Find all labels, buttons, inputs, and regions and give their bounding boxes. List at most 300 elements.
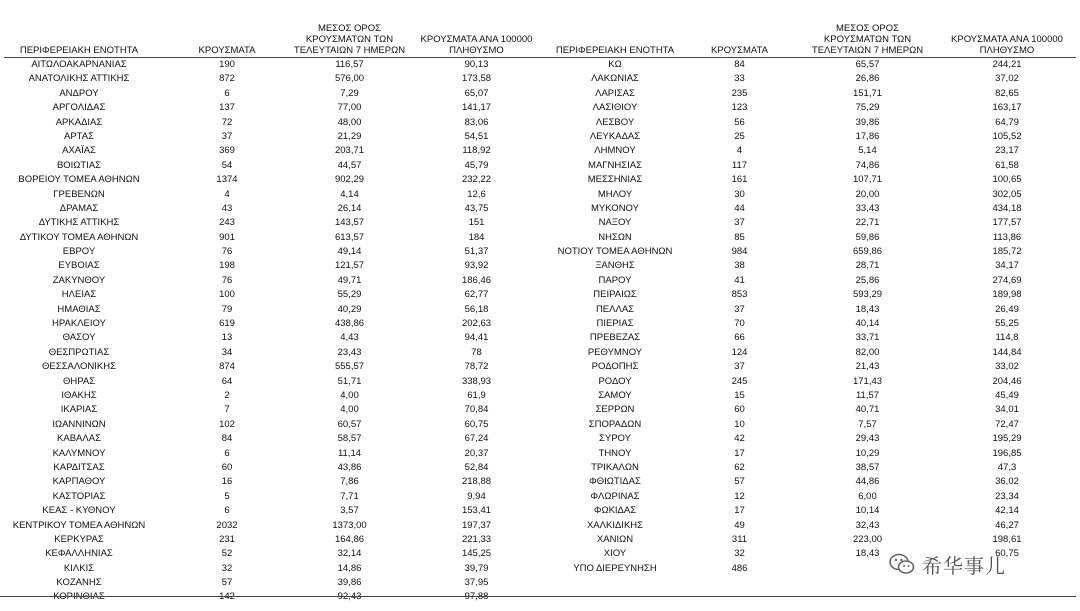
cell-cases: 874 [219,361,235,373]
table-row [542,432,1076,446]
cell-unit: ΑΙΤΩΛΟΑΚΑΡΝΑΝΙΑΣ [31,59,127,70]
cell-cases: 235 [731,87,748,99]
cell-per100k: 78 [471,346,482,358]
table-row [4,274,544,288]
cell-cases: 56 [734,116,745,128]
cell-per100k: 9,94 [467,490,486,502]
cell-per100k: 65,07 [464,87,489,99]
cell-avg7: 23,43 [337,346,362,358]
cell-cases: 76 [221,246,233,258]
cell-avg7: 58,57 [337,433,362,445]
table-left-body [4,58,544,605]
cell-unit: ΡΟΔΟΠΗΣ [591,361,639,373]
cell-avg7: 7,86 [340,476,359,488]
cell-unit: ΚΕΦΑΛΛΗΝΙΑΣ [45,548,113,560]
table-row [4,461,544,475]
cell-per100k: 244,21 [992,59,1022,70]
table-row [4,447,544,461]
cell-unit: ΦΘΙΩΤΙΔΑΣ [589,476,641,488]
header-avg7: ΜΕΣΟΣ ΟΡΟΣ ΚΡΟΥΣΜΑΤΩΝ ΤΩΝ ΤΕΛΕΥΤΑΙΩΝ 7 ΗΜΕΡΩΝ [811,23,924,56]
cell-per100k: 60,75 [464,418,489,430]
cell-cases: 57 [221,577,233,589]
table-row [4,360,544,374]
cell-cases: 137 [219,102,235,114]
cell-unit: ΜΕΣΣΗΝΙΑΣ [587,174,643,186]
cell-unit: ΣΕΡΡΩΝ [595,404,635,416]
cell-cases: 123 [731,102,748,114]
cell-unit: ΚΙΛΚΙΣ [63,562,95,574]
table-row [542,144,1076,158]
table-row [542,58,1076,72]
cell-per100k: 46,27 [995,519,1019,531]
cell-unit: ΔΥΤΙΚΗΣ ΑΤΤΙΚΗΣ [38,217,120,229]
cell-per100k: 118,92 [462,145,491,157]
cell-cases: 12 [734,490,745,502]
cell-avg7: 10,29 [855,447,880,459]
table-row [4,475,544,489]
table-row [4,317,544,331]
table-row [4,245,544,259]
table-row [4,562,544,576]
table-row [542,231,1076,245]
cell-unit: ΤΗΝΟΥ [598,447,632,459]
header-cases: ΚΡΟΥΣΜΑΤΑ [711,45,768,56]
cell-unit: ΧΑΛΚΙΔΙΚΗΣ [586,519,644,531]
table-row [542,461,1076,475]
cell-per100k: 145,25 [461,548,492,560]
header-unit: ΠΕΡΙΦΕΡΕΙΑΚΗ ΕΝΟΤΗΤΑ [19,45,139,56]
table-row [4,101,544,115]
cell-avg7: 1373,00 [332,519,367,531]
cell-avg7: 32,14 [337,548,362,560]
table-row [4,375,544,389]
watermark [888,548,1058,580]
cell-per100k: 55,25 [995,318,1019,330]
table-row [4,576,544,590]
cell-avg7: 151,71 [852,87,883,99]
cell-cases: 311 [731,533,748,545]
cell-per100k: 434,18 [992,202,1022,214]
cell-unit: ΗΜΑΘΙΑΣ [57,303,101,315]
cell-avg7: 51,71 [337,375,362,387]
cell-cases: 41 [734,274,745,286]
cell-per100k: 61,9 [467,389,486,401]
cell-per100k: 34,01 [995,404,1019,416]
cell-avg7: 40,71 [855,404,880,416]
cell-unit: ΠΙΕΡΙΑΣ [596,318,634,330]
cell-per100k: 78,72 [464,361,489,373]
cell-cases: 79 [221,303,233,315]
cell-avg7: 38,57 [855,461,880,473]
cell-cases: 37 [734,217,745,229]
cell-per100k: 34,17 [995,260,1019,272]
table-right-body [542,58,1076,576]
cell-unit: ΑΡΓΟΛΙΔΑΣ [52,102,106,114]
cell-unit: ΛΕΥΚΑΔΑΣ [589,130,641,142]
cell-unit: ΚΑΒΑΛΑΣ [57,433,101,445]
cell-avg7: 438,86 [334,318,365,330]
cell-cases: 30 [734,188,745,200]
table-row [4,288,544,302]
cell-per100k: 185,72 [992,246,1022,258]
cell-avg7: 82,00 [855,346,880,358]
cell-cases: 72 [221,116,233,128]
table-row [542,116,1076,130]
table-row [542,475,1076,489]
cell-unit: ΛΑΣΙΘΙΟΥ [592,102,638,114]
cell-cases: 231 [219,533,235,545]
table-row [4,389,544,403]
cell-avg7: 7,29 [340,87,359,99]
cell-cases: 13 [221,332,233,344]
cell-avg7: 33,71 [855,332,880,344]
cell-avg7: 17,86 [855,130,880,142]
cell-per100k: 61,58 [995,159,1019,171]
cell-avg7: 92,43 [337,591,362,603]
cell-unit: ΜΗΛΟΥ [597,188,633,200]
cell-avg7: 3,57 [340,505,359,517]
cell-cases: 33 [734,73,745,85]
cell-unit: ΘΕΣΣΑΛΟΝΙΚΗΣ [42,361,116,373]
cell-unit: ΠΕΙΡΑΙΩΣ [593,289,637,301]
cell-unit: ΣΠΟΡΑΔΩΝ [588,418,642,430]
header-unit: ΠΕΡΙΦΕΡΕΙΑΚΗ ΕΝΟΤΗΤΑ [555,45,675,56]
table-row [542,159,1076,173]
cell-per100k: 302,05 [992,188,1022,200]
table-row [4,504,544,518]
cell-cases: 15 [734,389,745,401]
cell-unit: ΙΘΑΚΗΣ [61,389,97,401]
cell-unit: ΚΑΡΠΑΘΟΥ [52,476,106,488]
table-left-header [4,10,544,58]
cell-cases: 6 [224,447,230,459]
cell-unit: ΚΕΝΤΡΙΚΟΥ ΤΟΜΕΑ ΑΘΗΝΩΝ [12,519,146,531]
cell-per100k: 54,51 [464,130,489,142]
cell-per100k: 338,93 [461,375,492,387]
cell-cases: 17 [734,505,745,517]
cell-avg7: 65,57 [855,59,880,70]
cell-per100k: 186,46 [461,274,492,286]
table-row [4,346,544,360]
cell-unit: ΚΑΣΤΟΡΙΑΣ [52,490,106,502]
cell-unit: ΧΙΟΥ [603,548,627,560]
table-row [542,317,1076,331]
cell-cases: 70 [734,318,745,330]
cell-cases: 243 [219,217,235,229]
cell-cases: 142 [219,591,235,603]
cell-cases: 4 [224,188,230,200]
cell-avg7: 49,14 [337,246,362,258]
table-row [4,144,544,158]
cell-per100k: 114,8 [995,332,1019,344]
cell-unit: ΡΕΘΥΜΝΟΥ [587,346,643,358]
cell-per100k: 198,61 [992,533,1022,545]
cell-per100k: 47,3 [997,461,1017,473]
table-row [4,173,544,187]
wechat-icon [888,550,916,578]
header-avg7: ΜΕΣΟΣ ΟΡΟΣ ΚΡΟΥΣΜΑΤΩΝ ΤΩΝ ΤΕΛΕΥΤΑΙΩΝ 7 ΗΜΕΡΩΝ [293,23,406,56]
cell-avg7: 29,43 [855,433,880,445]
cell-avg7: 18,43 [855,303,880,315]
table-row [4,130,544,144]
cell-avg7: 44,57 [337,159,362,171]
cell-cases: 62 [734,461,745,473]
cell-cases: 38 [734,260,745,272]
cell-per100k: 93,92 [464,260,489,272]
cell-avg7: 203,71 [334,145,365,157]
cell-cases: 7 [224,404,230,416]
cell-unit: ΒΟΙΩΤΙΑΣ [56,159,102,171]
cell-avg7: 39,86 [855,116,880,128]
cell-unit: ΝΗΣΩΝ [598,231,632,243]
cell-per100k: 83,06 [464,116,489,128]
cell-per100k: 177,57 [992,217,1022,229]
cell-cases: 49 [734,519,745,531]
cell-cases: 32 [221,562,233,574]
cell-cases: 6 [224,87,230,99]
cell-cases: 198 [219,260,235,272]
cell-cases: 37 [734,303,745,315]
cell-unit: ΑΡΚΑΔΙΑΣ [55,116,103,128]
cell-unit: ΙΚΑΡΙΑΣ [60,404,98,416]
cell-cases: 619 [219,318,235,330]
cell-per100k: 195,29 [992,433,1022,445]
table-right [542,10,1076,576]
cell-cases: 5 [224,490,230,502]
table-row [542,504,1076,518]
cell-avg7: 121,57 [334,260,365,272]
cell-avg7: 59,86 [855,231,880,243]
table-row [542,130,1076,144]
cell-avg7: 171,43 [852,375,883,387]
table-row [542,533,1076,547]
cell-per100k: 52,84 [464,461,489,473]
cell-avg7: 74,86 [855,159,880,171]
cell-avg7: 22,71 [855,217,880,229]
cell-avg7: 4,00 [340,389,359,401]
cell-cases: 16 [221,476,233,488]
cell-cases: 4 [736,145,743,157]
cell-per100k: 197,37 [461,519,492,531]
table-row [542,360,1076,374]
cell-per100k: 72,47 [995,418,1019,430]
cell-unit: ΙΩΑΝΝΙΝΩΝ [52,418,106,430]
cell-unit: ΠΕΛΛΑΣ [595,303,635,315]
cell-unit: ΣΥΡΟΥ [599,433,631,445]
table-row [542,447,1076,461]
cell-unit: ΦΩΚΙΔΑΣ [593,505,637,517]
cell-cases: 54 [221,159,233,171]
cell-avg7: 107,71 [852,174,883,186]
cell-cases: 52 [221,548,233,560]
cell-unit: ΛΕΣΒΟΥ [595,116,635,128]
cell-unit: ΘΕΣΠΡΩΤΙΑΣ [48,346,110,358]
cell-per100k: 151 [468,217,485,229]
table-row [542,274,1076,288]
cell-unit: ΦΛΩΡΙΝΑΣ [590,490,640,502]
cell-per100k: 204,46 [992,375,1022,387]
cell-avg7: 77,00 [337,102,362,114]
table-row [542,288,1076,302]
table-row [4,547,544,561]
cell-avg7: 14,86 [337,562,362,574]
table-row [542,173,1076,187]
cell-per100k: 43,75 [464,202,489,214]
cell-cases: 64 [221,375,233,387]
cell-avg7: 7,71 [340,490,359,502]
table-row [4,590,544,604]
cell-per100k: 39,79 [464,562,489,574]
cell-cases: 37 [734,361,745,373]
cell-per100k: 173,58 [461,73,492,85]
cell-unit: ΥΠΟ ΔΙΕΡΕΥΝΗΣΗ [573,562,657,574]
cell-cases: 76 [221,274,233,286]
cell-unit: ΜΑΓΝΗΣΙΑΣ [588,159,642,171]
cell-avg7: 39,86 [337,577,362,589]
header-per100k: ΚΡΟΥΣΜΑΤΑ ΑΝΑ 100000 ΠΛΗΘΥΣΜΟ [951,34,1063,56]
cell-cases: 17 [734,447,745,459]
cell-per100k: 90,13 [464,59,489,70]
cell-avg7: 43,86 [337,461,362,473]
cell-unit: ΧΑΝΙΩΝ [596,533,634,545]
cell-avg7: 164,86 [334,533,365,545]
cell-cases: 84 [734,59,745,70]
cell-per100k: 20,37 [464,447,489,459]
cell-avg7: 32,43 [855,519,880,531]
cell-per100k: 45,79 [464,159,489,171]
cell-avg7: 26,86 [855,73,880,85]
table-row [4,403,544,417]
cell-cases: 486 [731,562,748,574]
cell-avg7: 33,43 [855,202,880,214]
cell-per100k: 196,85 [992,447,1022,459]
cell-per100k: 97,88 [464,591,489,603]
cell-avg7: 11,14 [337,447,362,459]
cell-per100k: 232,22 [461,174,492,186]
cell-unit: ΚΩ [608,59,622,70]
cell-per100k: 56,18 [464,303,489,315]
cell-avg7: 555,57 [334,361,365,373]
table-row [542,259,1076,273]
table-row [4,116,544,130]
cell-unit: ΠΡΕΒΕΖΑΣ [589,332,641,344]
cell-per100k: 94,41 [464,332,489,344]
table-row [542,490,1076,504]
table-row [542,303,1076,317]
cell-per100k: 37,95 [464,577,489,589]
table-row [4,303,544,317]
cell-cases: 369 [219,145,235,157]
cell-avg7: 659,86 [852,246,883,258]
cell-unit: ΒΟΡΕΙΟΥ ΤΟΜΕΑ ΑΘΗΝΩΝ [18,174,140,186]
cell-unit: ΔΥΤΙΚΟΥ ΤΟΜΕΑ ΑΘΗΝΩΝ [19,231,139,243]
cell-per100k: 12,6 [467,188,486,200]
table-row [4,216,544,230]
table-row [4,331,544,345]
table-row [542,519,1076,533]
cell-cases: 42 [734,433,745,445]
cell-unit: ΠΑΡΟΥ [598,274,632,286]
cell-per100k: 163,17 [992,102,1022,114]
cell-per100k: 42,14 [995,505,1019,517]
cell-avg7: 593,29 [852,289,883,301]
cell-unit: ΚΟΖΑΝΗΣ [56,577,102,589]
table-row [542,216,1076,230]
cell-unit: ΤΡΙΚΑΛΩΝ [591,461,639,473]
cell-unit: ΡΟΔΟΥ [598,375,632,387]
table-row [4,159,544,173]
cell-avg7: 143,57 [334,217,365,229]
table-row [4,490,544,504]
cell-cases: 32 [734,548,745,560]
cell-avg7: 20,00 [855,188,880,200]
cell-avg7: 55,29 [337,289,362,301]
cell-avg7: 223,00 [852,533,883,545]
table-row [4,87,544,101]
cell-unit: ΚΕΡΚΥΡΑΣ [54,533,104,545]
cell-per100k: 221,33 [461,533,492,545]
table-row [4,58,544,72]
cell-avg7: 21,43 [855,361,880,373]
cell-avg7: 6,00 [858,490,877,502]
cell-per100k: 26,49 [995,303,1019,315]
cell-per100k: 36,02 [995,476,1019,488]
cell-unit: ΘΑΣΟΥ [62,332,96,344]
cell-avg7: 11,57 [855,389,880,401]
cell-cases: 100 [219,289,235,301]
table-row [542,101,1076,115]
table-row [4,259,544,273]
cell-unit: ΛΑΡΙΣΑΣ [595,87,635,99]
cell-unit: ΗΡΑΚΛΕΙΟΥ [52,318,106,330]
cell-cases: 161 [731,174,748,186]
cell-per100k: 82,65 [995,87,1019,99]
cell-unit: ΑΧΑΪΑΣ [62,145,96,157]
table-row [4,188,544,202]
cell-avg7: 576,00 [334,73,365,85]
table-row [542,346,1076,360]
table-left [4,10,544,605]
cell-unit: ΗΛΕΙΑΣ [61,289,97,301]
cell-cases: 66 [734,332,745,344]
cell-per100k: 184 [468,231,485,243]
cell-avg7: 4,00 [340,404,359,416]
cell-per100k: 144,84 [992,346,1022,358]
cell-per100k: 67,24 [464,433,489,445]
cell-avg7: 116,57 [335,59,364,70]
cell-per100k: 113,86 [992,231,1022,243]
cell-avg7: 4,14 [340,188,359,200]
cell-cases: 85 [734,231,745,243]
table-row [4,72,544,86]
cell-cases: 117 [731,159,748,171]
cell-cases: 44 [734,202,745,214]
cell-unit: ΛΑΚΩΝΙΑΣ [591,73,639,85]
cell-unit: ΚΟΡΙΝΘΙΑΣ [53,591,105,603]
cell-cases: 60 [221,461,233,473]
cell-unit: ΚΕΑΣ - ΚΥΘΝΟΥ [42,505,116,517]
cell-per100k: 33,02 [995,361,1019,373]
header-cases: ΚΡΟΥΣΜΑΤΑ [198,45,256,56]
cell-avg7: 44,86 [855,476,880,488]
cell-avg7: 25,86 [855,274,880,286]
cell-unit: ΚΑΛΥΜΝΟΥ [52,447,106,459]
cell-cases: 6 [224,505,230,517]
cell-avg7: 49,71 [337,274,362,286]
cell-cases: 1374 [216,174,238,186]
cell-per100k: 64,79 [995,116,1019,128]
cell-avg7: 28,71 [855,260,880,272]
